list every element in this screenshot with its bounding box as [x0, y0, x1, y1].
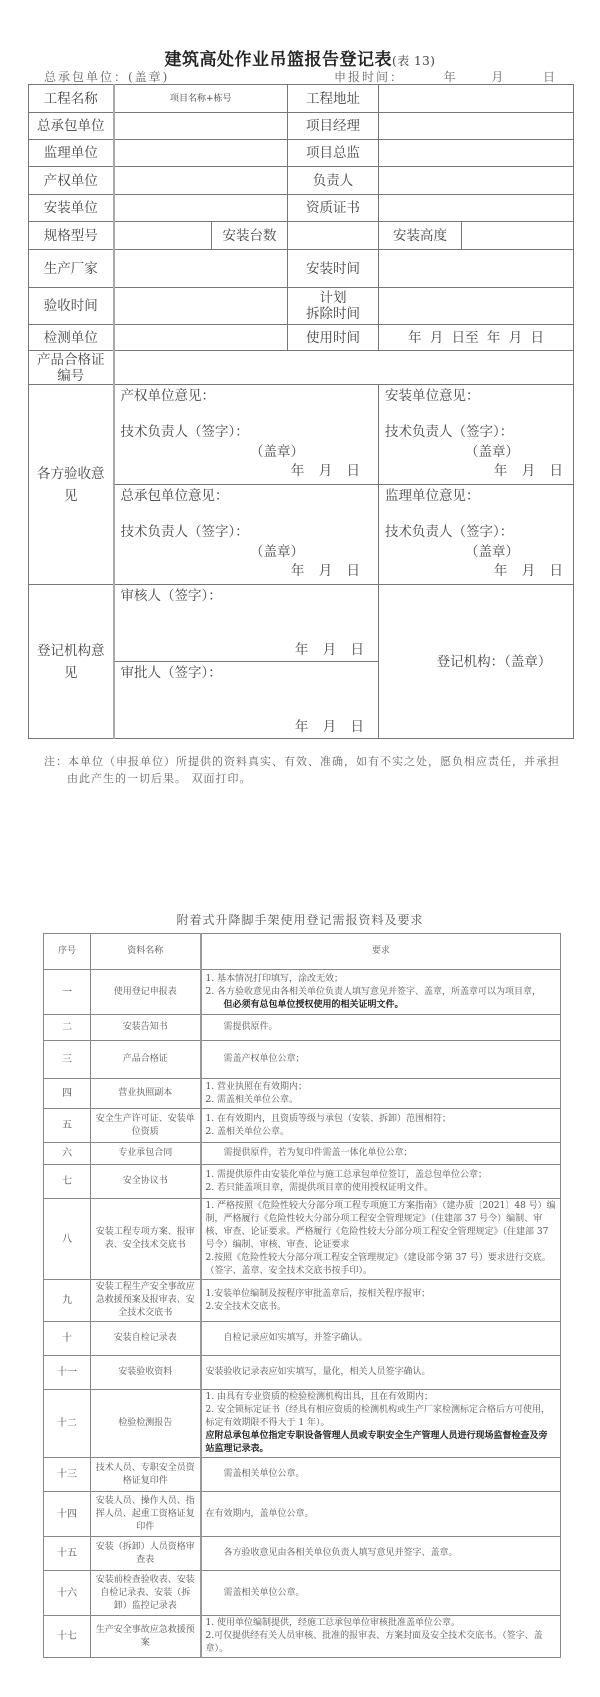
manufacturer-label: 生产厂家 — [29, 250, 114, 288]
document-name: 安全生产许可证、安装单位资质 — [91, 1109, 201, 1143]
requirement-line: 1. 基本情况打印填写，涂改无效； — [205, 973, 343, 984]
requirement-line: 需盖产权单位公章； — [223, 1054, 305, 1064]
table-row — [44, 1109, 561, 1143]
person-in-charge-field[interactable] — [379, 167, 574, 195]
qualification-cert-label: 资质证书 — [288, 195, 379, 222]
header-number: 序号 — [44, 934, 91, 970]
report-time — [334, 71, 557, 84]
form-title-text: 建筑高处作业吊篮报告登记表 — [164, 50, 393, 70]
table-row — [44, 970, 561, 1015]
document-name: 检验检测报告 — [91, 1390, 201, 1458]
row-number: 二 — [44, 1015, 91, 1041]
usage-time-label: 使用时间 — [288, 325, 379, 351]
requirement-cell — [201, 1458, 561, 1492]
model-label: 规格型号 — [29, 222, 114, 250]
seal-label: （盖章） — [250, 444, 305, 460]
note-line-2: 由此产生的一切后果。 双面打印。 — [67, 772, 252, 785]
install-time-label: 安装时间 — [288, 250, 379, 288]
document-name: 技术人员、专职安全员资格证复印件 — [91, 1458, 201, 1492]
usage-time-field[interactable]: 年 月 日至 年 月 日 — [379, 325, 574, 351]
row-number: 七 — [44, 1165, 91, 1199]
row-number: 十四 — [44, 1492, 91, 1537]
acceptance-time-field[interactable] — [114, 288, 288, 325]
document-name: 安装工程专项方案、报审表、安全技术交底书 — [91, 1199, 201, 1280]
cert-number-label: 产品合格证编号 — [29, 351, 114, 385]
table-row — [29, 167, 574, 195]
table-row — [29, 385, 574, 485]
document-name: 安装（拆卸）人员资格审查表 — [91, 1537, 201, 1571]
requirement-line: 各方验收意见由各相关单位负责人填写意见并签字、盖章。 — [223, 1548, 458, 1558]
requirement-line: 2. 安全锁标定证书（经具有相应资质的检测机构或生产厂家检测标定合格后方可使用，标定有效期限不得大于 1 年）。 — [205, 1405, 550, 1428]
requirement-cell — [201, 1280, 561, 1322]
requirement-line: 需提供原件，若为复印件需盖一体化单位公章； — [223, 1148, 413, 1158]
row-number: 九 — [44, 1280, 91, 1322]
contractor-opinion-cell[interactable] — [114, 485, 379, 585]
requirement-line: 2.安全技术交底书。 — [205, 1301, 287, 1312]
installation-opinion-cell[interactable] — [379, 385, 574, 485]
requirement-cell — [201, 1199, 561, 1280]
planned-removal-time-label — [288, 288, 379, 325]
row-number: 十七 — [44, 1616, 91, 1658]
chief-supervisor-field[interactable] — [379, 140, 574, 167]
person-in-charge-label: 负责人 — [288, 167, 379, 195]
approver-label: 审批人（签字）： — [120, 665, 222, 681]
table-row — [44, 1492, 561, 1537]
install-height-label: 安装高度 — [379, 222, 462, 250]
requirement-cell — [201, 1041, 561, 1079]
report-year: 年 — [443, 70, 458, 84]
reviewer-cell[interactable] — [114, 585, 379, 662]
table-row — [44, 1041, 561, 1079]
requirement-line: 但必须有总包单位授权使用的相关证明文件。 — [223, 999, 404, 1010]
requirement-line: 在有效期内，盖单位公章。 — [205, 1508, 314, 1519]
general-contractor-label: 总承包单位 — [29, 113, 114, 140]
date-label: 年 月 日 — [493, 563, 564, 579]
row-number: 十 — [44, 1322, 91, 1356]
requirement-line: 1. 严格按照《危险性较大分部分项工程专项施工方案指南》（建办质〔2021〕48 号）编制，严格履行《危险性较大分部分项工程安全管理规定》（住建部 37 号令）编制、审核、审查、论证要求。严格履行《危险性较大分部分项工程安全管理规定》（住建部 37 号令）编制、审核、审查、论证要求 — [205, 1201, 556, 1250]
seal-label: （盖章） — [465, 544, 520, 560]
requirement-cell — [201, 1537, 561, 1571]
requirement-line: 1.安装单位编制及按程序审批盖章后，按相关程序报审； — [205, 1288, 431, 1299]
table-row — [44, 1458, 561, 1492]
requirement-cell — [201, 1015, 561, 1041]
general-contractor-field[interactable] — [114, 113, 288, 140]
table-row — [44, 1356, 561, 1390]
acceptance-time-label: 验收时间 — [29, 288, 114, 325]
project-address-field[interactable] — [379, 85, 574, 113]
tech-sign-label: 技术负责人（签字）： — [120, 424, 249, 440]
table-row — [44, 1280, 561, 1322]
installation-unit-label: 安装单位 — [29, 195, 114, 222]
form-title — [0, 50, 600, 71]
row-number: 十一 — [44, 1356, 91, 1390]
project-manager-label: 项目经理 — [288, 113, 379, 140]
requirement-line: 1. 由具有专业资质的检验检测机构出具，且在有效期内； — [205, 1392, 433, 1402]
requirement-line: 2. 若只能盖项目章，需提供项目章的使用授权证明文件。 — [205, 1182, 433, 1193]
requirement-line: 应附总承包单位指定专职设备管理人员或专职安全生产管理人员进行现场监督检查及旁站监理记录表。 — [205, 1431, 548, 1454]
requirement-cell — [201, 1165, 561, 1199]
chief-supervisor-label: 项目总监 — [288, 140, 379, 167]
requirement-line: 需盖相关单位公章。 — [223, 1469, 305, 1479]
table-row — [29, 585, 574, 662]
install-count-field[interactable] — [288, 222, 379, 250]
table-row — [44, 1322, 561, 1356]
table-row — [29, 288, 574, 325]
requirement-line: 1. 使用单位编制提供，经施工总承包单位审核批准盖单位公章。 — [205, 1618, 460, 1628]
row-number: 一 — [44, 970, 91, 1015]
supervision-unit-field[interactable] — [114, 140, 288, 167]
header-requirement: 要求 — [201, 934, 561, 970]
approver-date: 年 月 日 — [294, 719, 365, 735]
table-row — [44, 1390, 561, 1458]
requirement-cell — [201, 1616, 561, 1658]
table-row — [29, 222, 574, 250]
note-line-1: 注：本单位（申报单位）所提供的资料真实、有效、准确，如有不实之处，愿负相应责任，并承担 — [44, 755, 560, 768]
document-name: 生产安全事故应急救援预案 — [91, 1616, 201, 1658]
row-number: 十六 — [44, 1571, 91, 1616]
install-time-field[interactable] — [379, 250, 574, 288]
opinions-label: 各方验收意见 — [29, 385, 114, 585]
requirement-cell — [201, 1109, 561, 1143]
contractor-opinion-heading: 总承包单位意见： — [120, 488, 229, 504]
install-height-field[interactable] — [462, 222, 574, 250]
row-number: 十二 — [44, 1390, 91, 1458]
document-name: 安装工程生产安全事故应急救援预案及报审表、安全技术交底书 — [91, 1280, 201, 1322]
requirement-cell — [201, 1356, 561, 1390]
document-name: 安装验收资料 — [91, 1356, 201, 1390]
requirement-line: 1. 需提供原件由安装化单位与施工总承包单位签订，盖总包单位公章； — [205, 1169, 487, 1180]
document-name: 安全协议书 — [91, 1165, 201, 1199]
row-number: 四 — [44, 1079, 91, 1109]
requirement-cell — [201, 1079, 561, 1109]
date-label: 年 月 日 — [290, 563, 361, 579]
planned-line1: 计划 — [319, 290, 347, 306]
tech-sign-label: 技术负责人（签字）： — [120, 524, 249, 540]
requirement-line: 2.按照《危险性较大分部分项工程安全管理规定》（建设部令第 37 号）要求进行交底。（签字、盖章、安全技术交底书按手印）。 — [205, 1253, 551, 1276]
project-name-label: 工程名称 — [29, 85, 114, 113]
requirement-line: 2. 需盖相关单位公章。 — [205, 1094, 298, 1105]
tech-sign-label: 技术负责人（签字）： — [385, 524, 514, 540]
table-row — [29, 195, 574, 222]
row-number: 三 — [44, 1041, 91, 1079]
cert-number-field[interactable] — [114, 351, 574, 385]
document-name: 安装前检查验收表、安装自检记录表、安装（拆卸）监控记录表 — [91, 1571, 201, 1616]
manufacturer-field[interactable] — [114, 250, 288, 288]
requirement-line: 1. 在有效期内，且资质等级与承包（安装、拆卸）范围相符； — [205, 1113, 451, 1124]
row-number: 六 — [44, 1143, 91, 1165]
document-name: 安装人员、操作人员、指挥人员、起重工资格证复印件 — [91, 1492, 201, 1537]
header-name: 资料名称 — [91, 934, 201, 970]
requirement-line: 2.可仅提供经有关人员审核、批准的报审表、方案封面及安全技术交底书。（签字、盖章）。 — [205, 1631, 543, 1654]
project-name-field[interactable]: 项目名称+栋号 — [114, 85, 288, 113]
table-row — [44, 1079, 561, 1109]
requirements-title: 附着式升降脚手架使用登记需报资料及要求 — [176, 913, 424, 927]
document-name: 安装自检记录表 — [91, 1322, 201, 1356]
table-row — [44, 1015, 561, 1041]
table-row — [44, 1199, 561, 1280]
requirement-line: 需盖相关单位公章。 — [223, 1587, 305, 1598]
date-label: 年 月 日 — [290, 463, 361, 479]
property-unit-label: 产权单位 — [29, 167, 114, 195]
table-row — [29, 250, 574, 288]
reviewer-date: 年 月 日 — [294, 642, 365, 658]
reviewer-label: 审核人（签字）： — [120, 588, 222, 604]
document-name: 营业执照副本 — [91, 1079, 201, 1109]
inspection-unit-label: 检测单位 — [29, 325, 114, 351]
requirements-table — [43, 933, 561, 1658]
requirement-cell — [201, 970, 561, 1015]
table-row — [29, 140, 574, 167]
table-row — [29, 85, 574, 113]
requirement-line: 2. 各方验收意见由各相关单位负责人填写意见并签字、盖章，所盖章可以为项目章， — [205, 986, 541, 997]
registration-label: 登记机构意见 — [29, 585, 114, 739]
row-number: 五 — [44, 1109, 91, 1143]
requirement-line: 安装验收记录表应如实填写，量化，相关人员签字确认。 — [205, 1367, 431, 1377]
planned-removal-time-field[interactable] — [379, 288, 574, 325]
report-time-label: 申报时间： — [334, 70, 405, 84]
row-number: 八 — [44, 1199, 91, 1280]
seal-label: （盖章） — [465, 444, 520, 460]
installation-opinion-heading: 安装单位意见： — [385, 388, 480, 404]
form-title-suffix: (表 13) — [392, 54, 436, 68]
requirement-line: 2. 盖相关单位公章。 — [205, 1126, 289, 1137]
install-count-label: 安装台数 — [212, 222, 288, 250]
property-opinion-heading: 产权单位意见： — [120, 388, 215, 404]
requirement-line: 1. 营业执照在有效期内； — [205, 1081, 307, 1092]
requirement-cell — [201, 1143, 561, 1165]
document-name: 使用登记申报表 — [91, 970, 201, 1015]
table-row — [44, 1571, 561, 1616]
table-row — [29, 351, 574, 385]
seal-label: （盖章） — [250, 544, 305, 560]
supervision-opinion-heading: 监理单位意见： — [385, 488, 480, 504]
report-month: 月 — [491, 70, 506, 84]
document-name: 专业承包合同 — [91, 1143, 201, 1165]
date-label: 年 月 日 — [493, 463, 564, 479]
approver-cell[interactable] — [114, 662, 379, 739]
inspection-unit-field[interactable] — [114, 325, 288, 351]
table-row — [29, 113, 574, 140]
supervision-opinion-cell[interactable] — [379, 485, 574, 585]
report-day: 日 — [543, 70, 558, 84]
property-opinion-cell[interactable] — [114, 385, 379, 485]
table-row — [29, 325, 574, 351]
project-address-label: 工程地址 — [288, 85, 379, 113]
row-number: 十五 — [44, 1537, 91, 1571]
supervision-unit-label: 监理单位 — [29, 140, 114, 167]
planned-line2: 拆除时间 — [306, 306, 361, 322]
requirement-cell — [201, 1492, 561, 1537]
agency-seal-cell[interactable] — [379, 585, 574, 739]
registration-form-table — [28, 84, 574, 739]
declaration-note — [44, 753, 564, 787]
requirement-cell — [201, 1571, 561, 1616]
row-number: 十三 — [44, 1458, 91, 1492]
requirement-line: 需提供原件。 — [223, 1022, 278, 1032]
requirement-cell — [201, 1390, 561, 1458]
table-row — [44, 1616, 561, 1658]
property-unit-field[interactable] — [114, 167, 288, 195]
qualification-cert-field[interactable] — [379, 195, 574, 222]
model-field[interactable] — [114, 222, 212, 250]
requirement-line: 自检记录应如实填写，并签字确认。 — [223, 1333, 368, 1343]
table-row — [44, 1165, 561, 1199]
table-row — [44, 1537, 561, 1571]
document-name: 产品合格证 — [91, 1041, 201, 1079]
agency-seal-label: 登记机构：（盖章） — [436, 653, 552, 670]
tech-sign-label: 技术负责人（签字）： — [385, 424, 514, 440]
table-row — [44, 1143, 561, 1165]
project-manager-field[interactable] — [379, 113, 574, 140]
requirement-cell — [201, 1322, 561, 1356]
installation-unit-field[interactable] — [114, 195, 288, 222]
contractor-seal-label: 总承包单位：(盖章) — [44, 70, 170, 84]
table-header-row — [44, 934, 561, 970]
document-name: 安装告知书 — [91, 1015, 201, 1041]
